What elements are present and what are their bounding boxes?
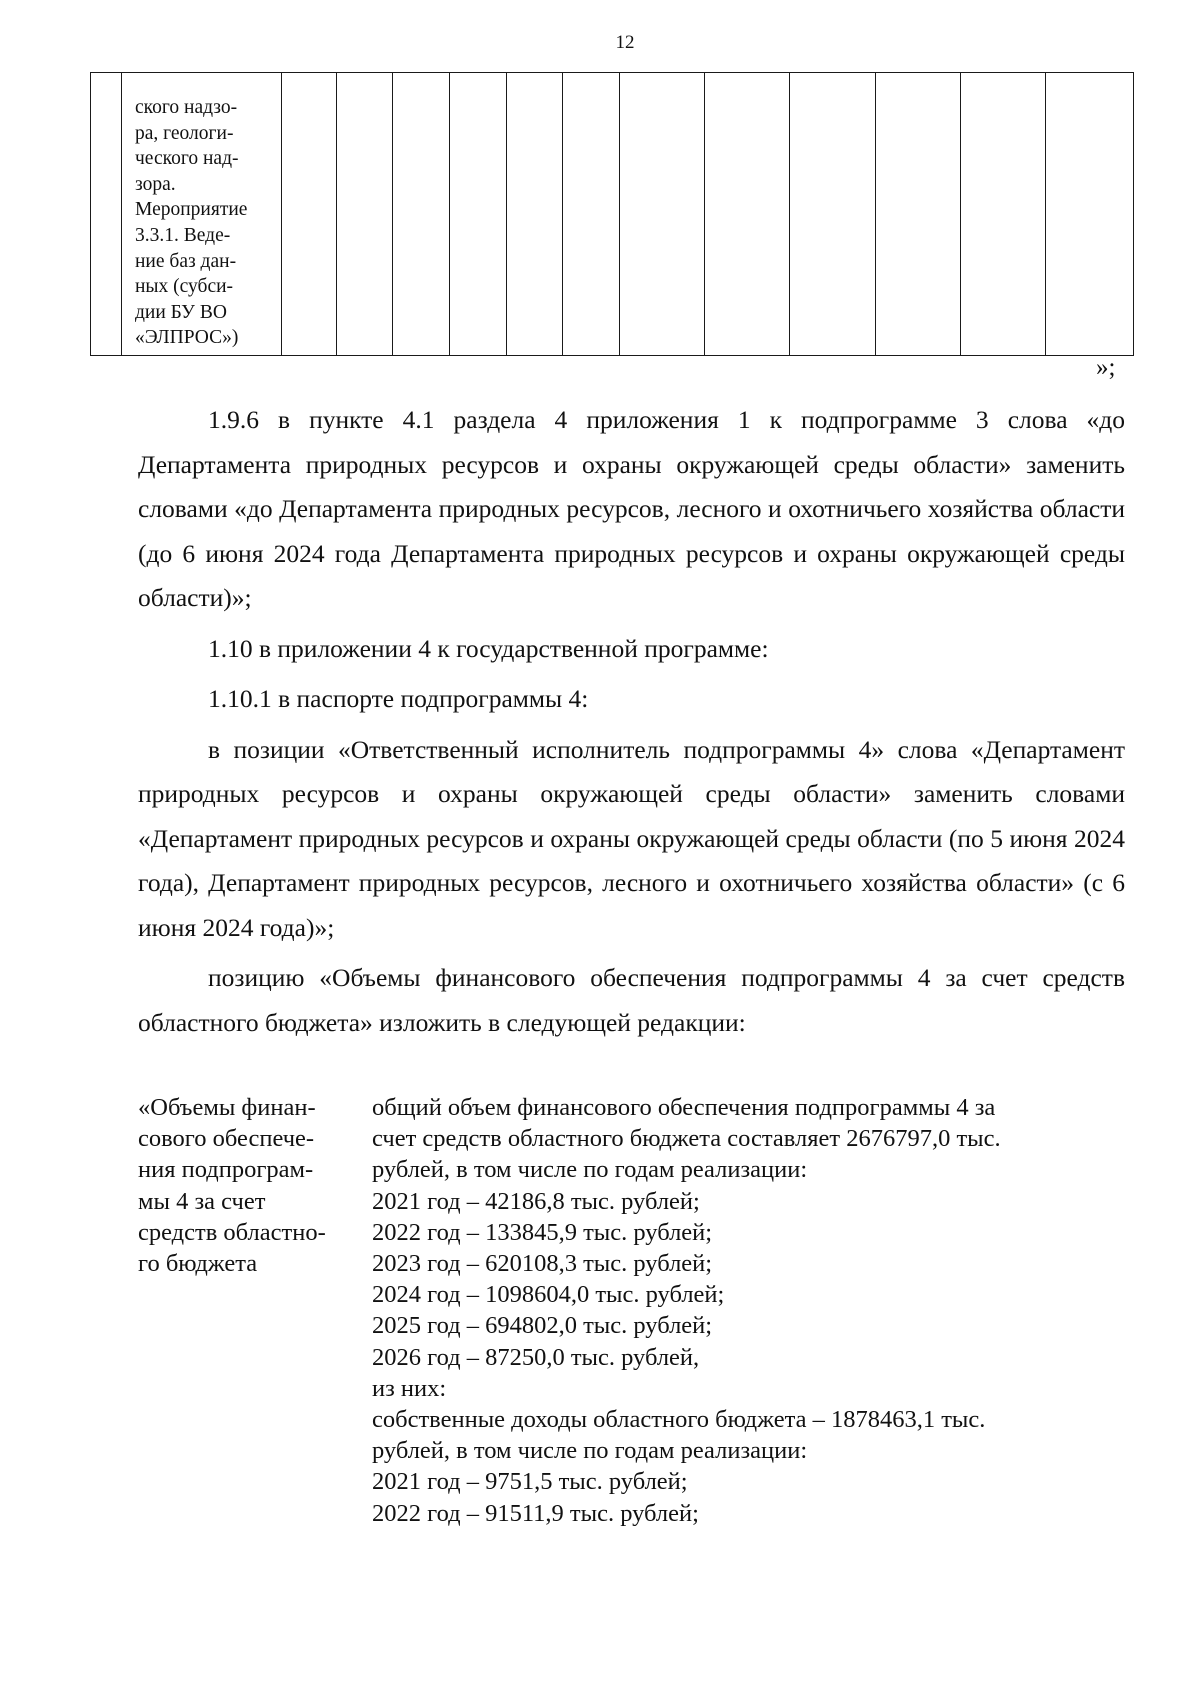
table-column-divider: [506, 73, 507, 355]
financing-line: 2025 год – 694802,0 тыс. рублей;: [372, 1312, 713, 1340]
financing-line: общий объем финансового обеспечения подпрограммы 4 за: [372, 1094, 996, 1121]
table-column-divider: [562, 73, 563, 355]
financing-line: счет средств областного бюджета составляет 2676797,0 тыс.: [372, 1125, 1001, 1153]
table-column-divider: [449, 73, 450, 355]
table-column-divider: [619, 73, 620, 355]
page-number: 12: [615, 32, 635, 53]
financing-line: 2024 год – 1098604,0 тыс. рублей;: [372, 1281, 725, 1309]
financing-content: [372, 1092, 1132, 1529]
table-closing-quote: »;: [1096, 354, 1116, 381]
financing-line: 2026 год – 87250,0 тыс. рублей,: [372, 1343, 700, 1371]
financing-line: 2021 год – 42186,8 тыс. рублей;: [372, 1187, 700, 1215]
table-cell-activity: ского надзо- ра, геологи- ческого над- зора. Мероприятие 3.3.1. Веде- ние баз дан- ных (субси- дии БУ ВО «ЭЛПРОС»): [135, 97, 248, 349]
table-column-divider: [336, 73, 337, 355]
paragraph-1-9-6: 1.9.6 в пункте 4.1 раздела 4 приложения 1 к подпрограмме 3 слова «до Департамента природных ресурсов и охраны окружающей среды области» заменить словами «до Департамента природных ресурсов, лесного и охотничьего хозяйства области (до 6 июня 2024 года Департамента природных ресурсов и охраны окружающей среды области)»;: [138, 405, 1125, 612]
document-body: [138, 398, 1125, 1045]
financing-line: собственные доходы областного бюджета – 1878463,1 тыс.: [372, 1406, 986, 1434]
table-column-divider: [121, 73, 122, 355]
financing-line: 2021 год – 9751,5 тыс. рублей;: [372, 1468, 688, 1496]
paragraph-1-10: 1.10 в приложении 4 к государственной программе:: [208, 633, 769, 663]
table-column-divider: [960, 73, 961, 355]
financing-line: рублей, в том числе по годам реализации:: [372, 1437, 808, 1465]
paragraph-responsible-executor: в позиции «Ответственный исполнитель подпрограммы 4» слова «Департамент природных ресурсов и охраны окружающей среды области» заменить словами «Департамент природных ресурсов и охраны окружающей среды области (по 5 июня 2024 года), Департамент природных ресурсов, лесного и охотничьего хозяйства области» (с 6 июня 2024 года)»;: [138, 734, 1125, 942]
table-column-divider: [392, 73, 393, 355]
financing-line: рублей, в том числе по годам реализации:: [372, 1156, 808, 1184]
financing-line: 2023 год – 620108,3 тыс. рублей;: [372, 1250, 713, 1278]
table-fragment: [90, 72, 1134, 356]
financing-line: из них:: [372, 1374, 447, 1402]
table-column-divider: [1045, 73, 1046, 355]
table-column-divider: [875, 73, 876, 355]
financing-label: «Объемы финан- сового обеспече- ния подпрограм- мы 4 за счет средств областно- го бюджета: [138, 1094, 326, 1278]
paragraph-financing-position: позицию «Объемы финансового обеспечения подпрограммы 4 за счет средств областного бюджета» изложить в следующей редакции:: [138, 963, 1125, 1037]
table-column-divider: [789, 73, 790, 355]
financing-line: 2022 год – 133845,9 тыс. рублей;: [372, 1218, 713, 1246]
table-column-divider: [704, 73, 705, 355]
paragraph-1-10-1: 1.10.1 в паспорте подпрограммы 4:: [208, 684, 589, 713]
table-column-divider: [281, 73, 282, 355]
financing-line: 2022 год – 91511,9 тыс. рублей;: [372, 1499, 699, 1527]
